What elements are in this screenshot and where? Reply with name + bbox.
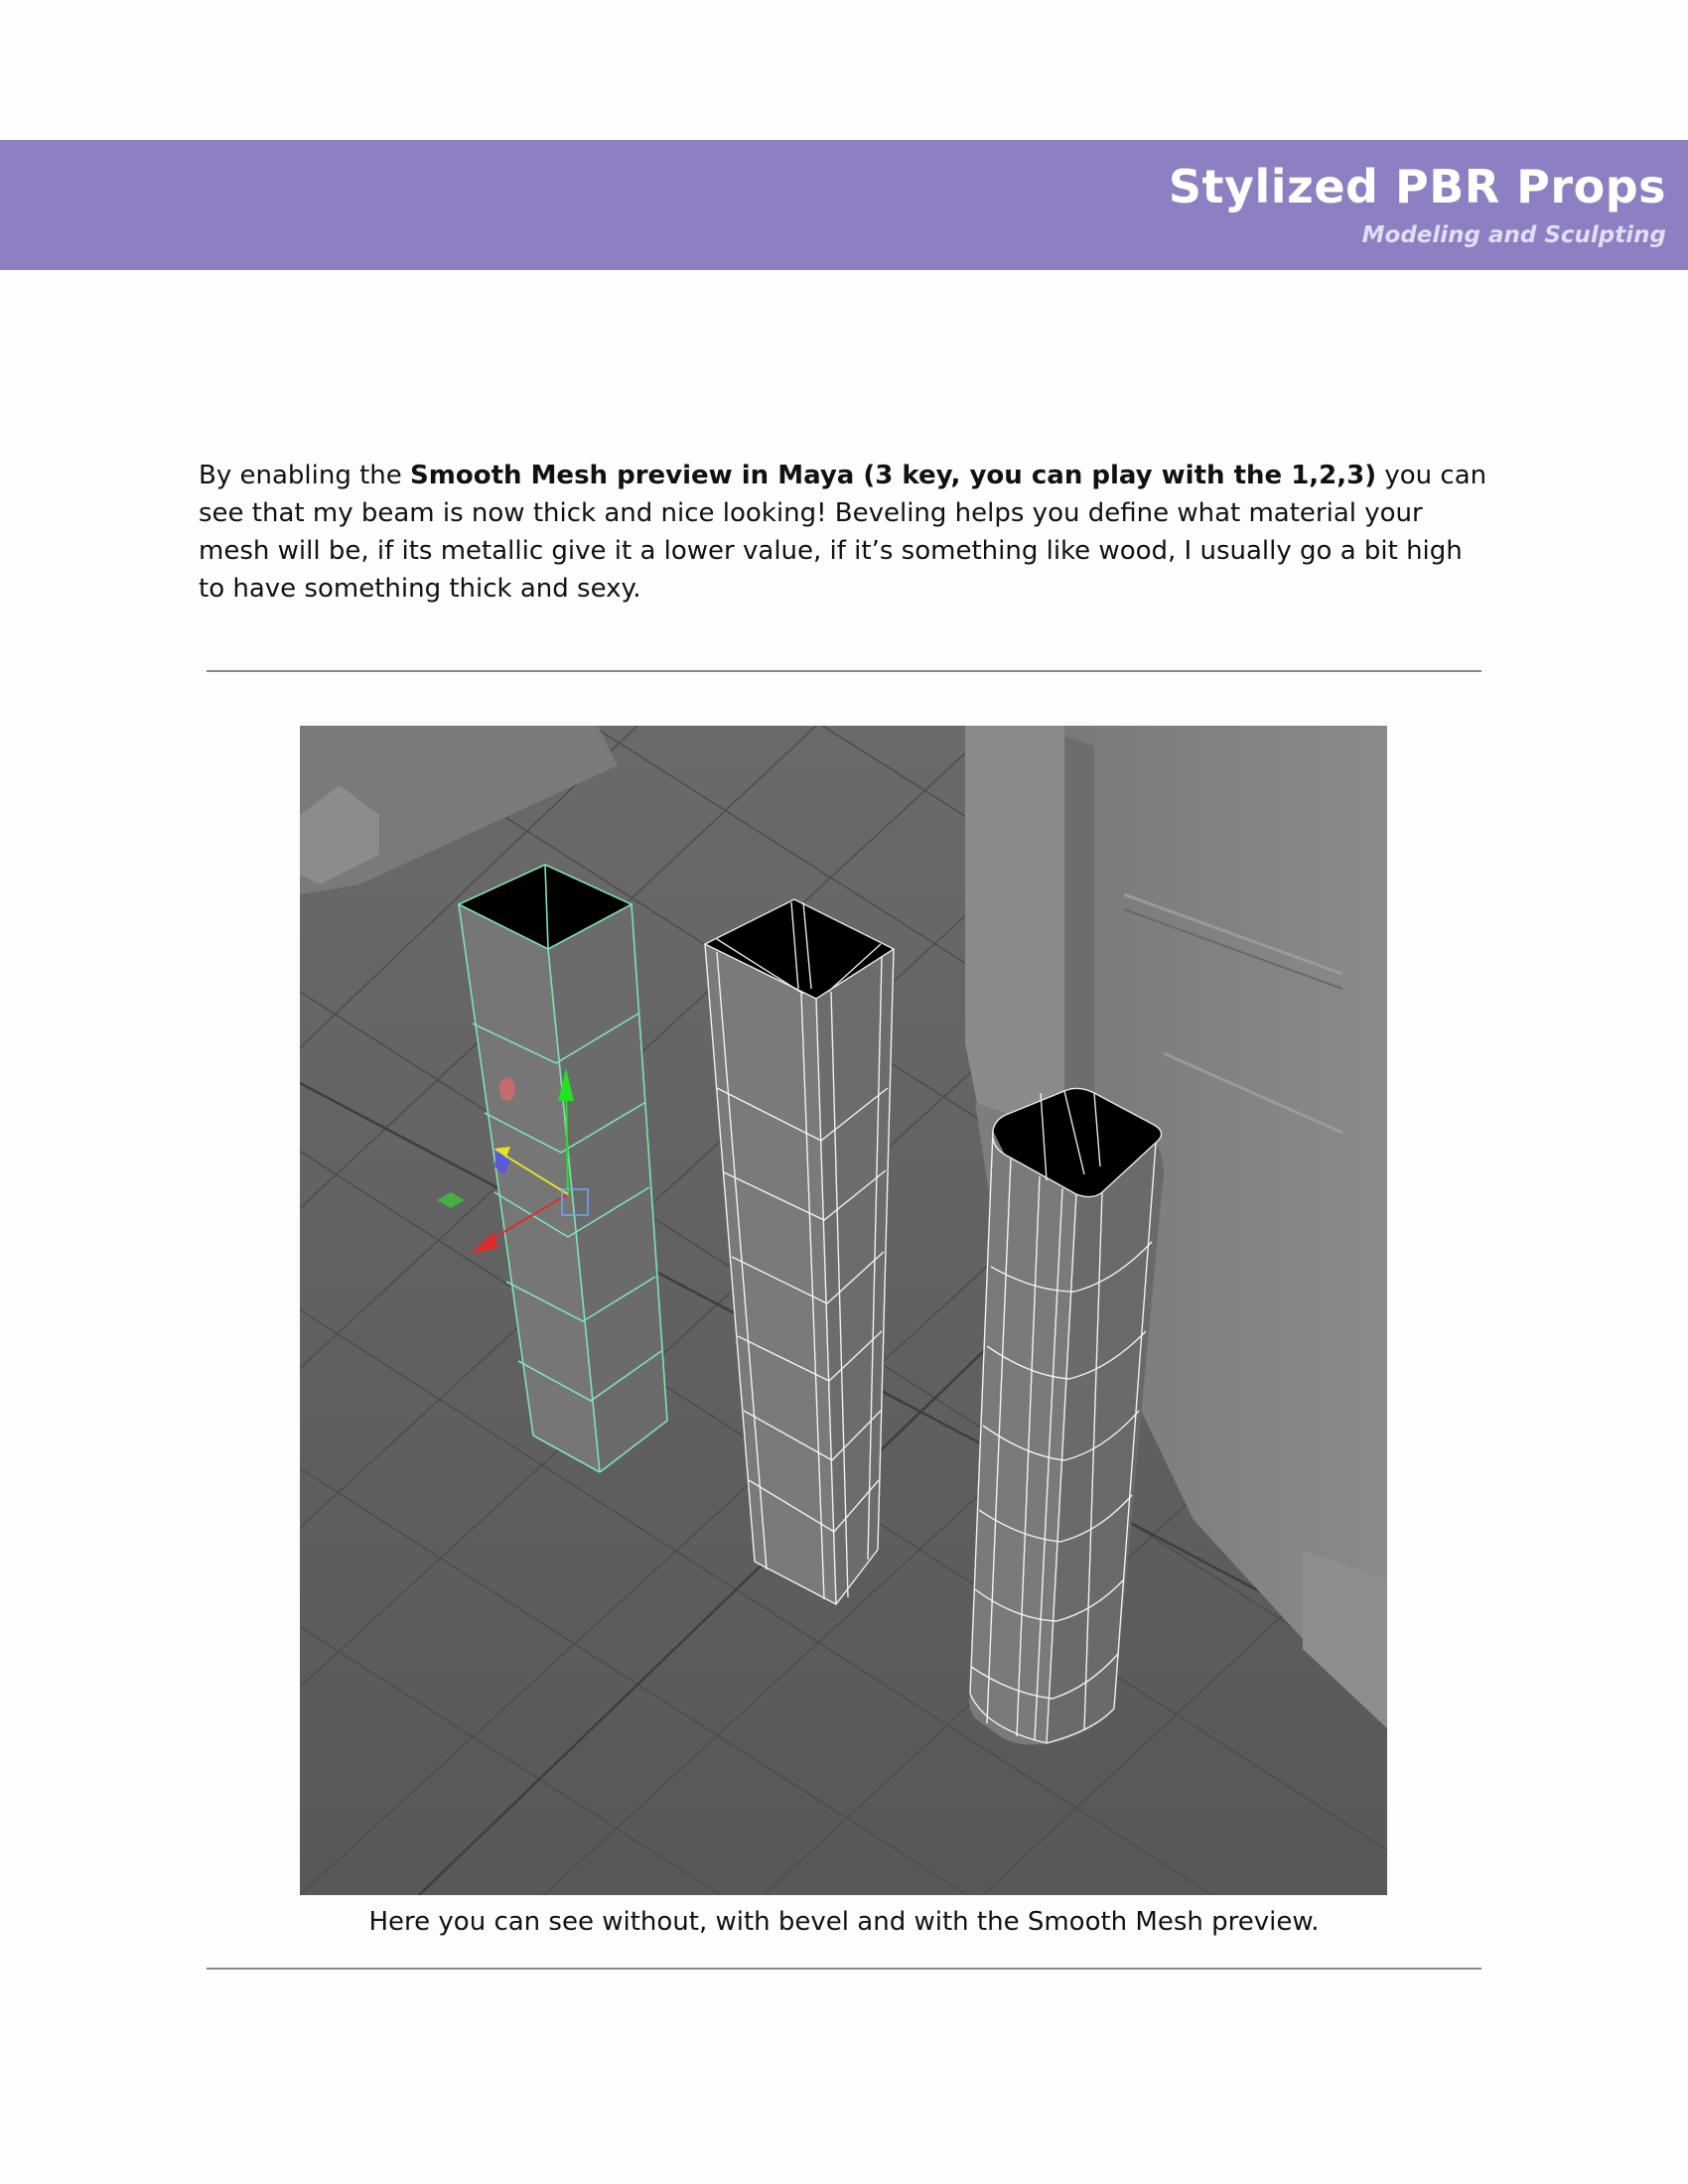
paragraph-intro: By enabling the — [199, 461, 411, 490]
header-banner — [0, 140, 1688, 270]
paragraph-rest: you can see that my beam is now thick and nice looking! Beveling helps you define what material your mesh will be, if its metallic give it a lower value, if it’s something like wood, I usually go a bit high to have something thick and sexy. — [199, 461, 1487, 604]
viewport-render — [300, 726, 1387, 1895]
document-title: Stylized PBR Props — [1168, 160, 1666, 213]
paragraph-bold: Smooth Mesh preview in Maya (3 key, you can play with the 1,2,3) — [410, 461, 1377, 490]
divider-bottom — [207, 1968, 1481, 1970]
divider-top — [207, 670, 1481, 672]
viewport-figure — [300, 726, 1387, 1895]
document-subtitle: Modeling and Sculpting — [1361, 222, 1666, 248]
body-paragraph — [199, 457, 1489, 608]
figure-caption: Here you can see without, with bevel and with the Smooth Mesh preview. — [368, 1907, 1320, 1937]
